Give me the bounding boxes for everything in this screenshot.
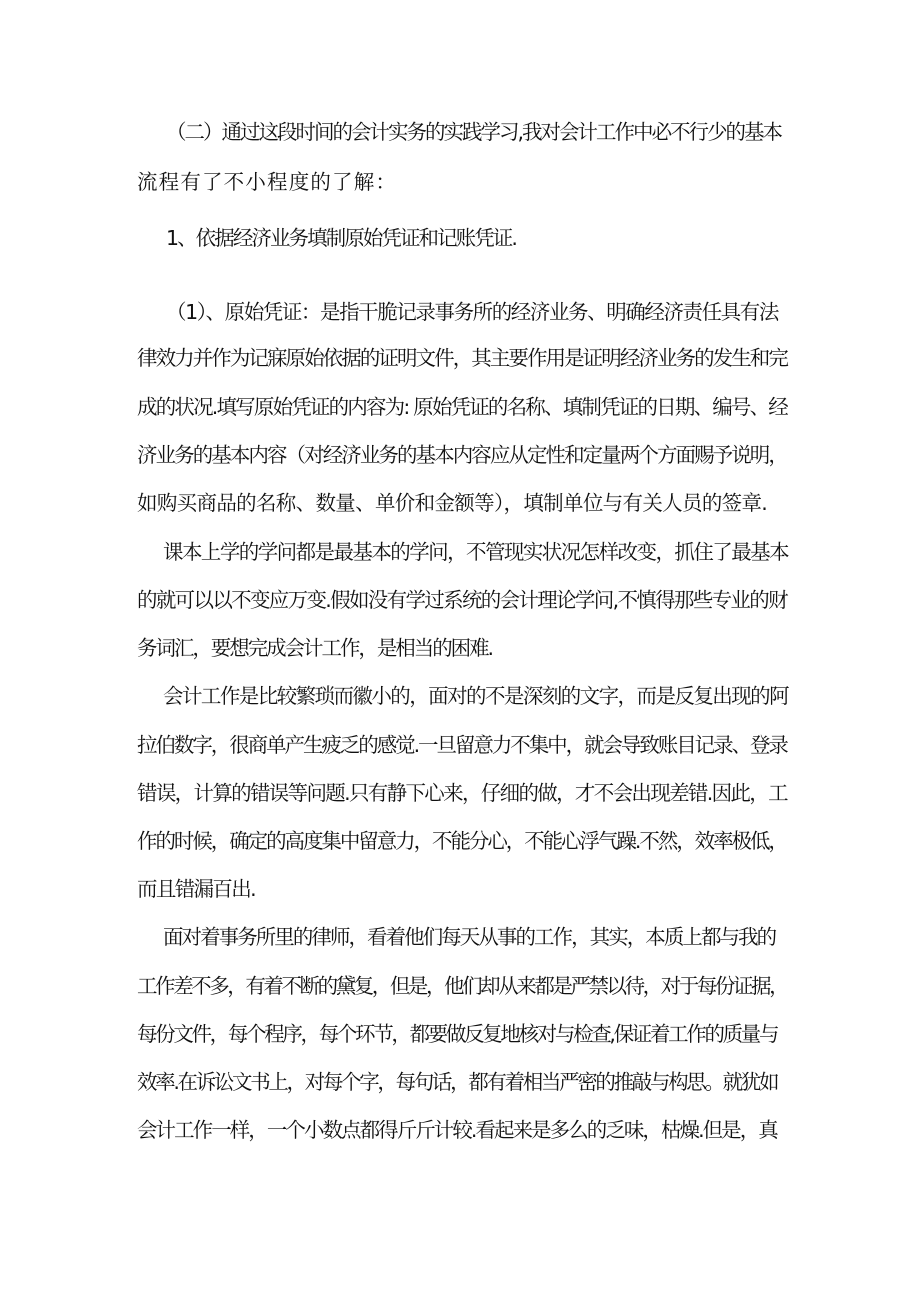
paragraph-line: 的就可以以不变应万变.假如没有学过系统的会计理论学问,不慎得那些专业的财 (137, 588, 787, 612)
paragraph-line: 流程有了不小程度的了解： (137, 170, 398, 194)
paragraph-line: 如购买商品的名称、数量、单价和金额等），填制单位与有关人员的签章. (137, 491, 768, 515)
paragraph-line: 律效力并作为记寐原始依据的证明文件，其主要作用是证明经济业务的发生和完 (137, 346, 787, 370)
paragraph-line: 成的状况.填写原始凭证的内容为: 原始凭证的名称、填制凭证的日期、编号、经 (137, 395, 787, 419)
paragraph-line: 错误，计算的错误等问题.只有静下心来，仔细的做，才不会出现差错.因此，工 (137, 781, 787, 805)
paragraph-line: （二）通过这段时间的会计实务的实践学习,我对会计工作中必不行少的基本 (166, 120, 782, 144)
paragraph-line: 拉伯数字，很商单产生疲乏的感觉.一旦留意力不集中，就会导致账目记录、登录 (137, 733, 787, 757)
paragraph-line: 务词汇，要想完成会计工作，是相当的困难. (137, 636, 493, 660)
paragraph-line: 1、依据经济业务填制原始凭证和记账凭证. (166, 226, 516, 250)
paragraph-line: 每份文件，每个程序，每个环节，都要做反复地核对与检查,保证着工作的质量与 (137, 1022, 778, 1046)
paragraph-line: 作的时候，确定的高度集中留意力，不能分心，不能心浮气躁.不然，效率极低， (137, 829, 787, 853)
paragraph-line: 会计工作是比较繁琐而徽小的，面对的不是深刻的文字，而是反复出现的阿 (163, 684, 789, 708)
paragraph-line: 而且错漏百出. (137, 877, 255, 901)
paragraph-line: 面对着事务所里的律师，看着他们每天从事的工作，其实，本质上都与我的 (163, 925, 776, 949)
paragraph-line: 会计工作一样，一个小数点都得斤斤计较.看起来是多么的乏味，枯燥.但是，真 (137, 1118, 777, 1142)
paragraph-line: 效率.在诉讼文书上，对每个字，每句话，都有着相当严密的推敲与构思。就犹如 (137, 1070, 778, 1094)
paragraph-line: 济业务的基本内容（对经济业务的基本内容应从定性和定量两个方面赐予说明， (137, 443, 787, 467)
paragraph-line: 课本上学的学问都是最基本的学问，不管现实状况怎样改变，抓住了最基本 (163, 540, 789, 564)
paragraph-line: 工作差不多，有着不断的黛复，但是，他们却从来都是严禁以待，对于每份证据， (137, 974, 788, 998)
paragraph-line: （1）、原始凭证：是指干脆记录事务所的经济业务、明确经济责任具有法 (166, 300, 778, 324)
